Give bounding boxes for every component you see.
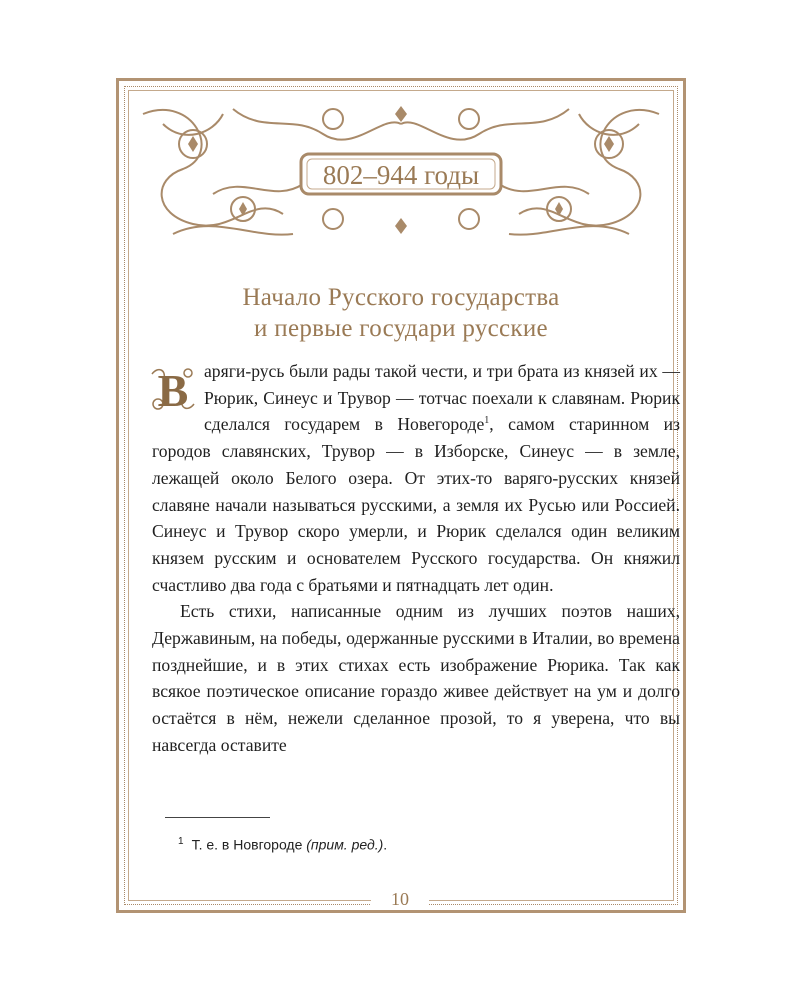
heading-line-2: и первые государи русские (254, 315, 548, 342)
dropcap-ornament-icon (148, 364, 198, 414)
year-range-title: 802–944 годы (322, 160, 480, 190)
dropcap-letter: В (157, 365, 189, 414)
paragraph-2: Есть стихи, написанные одним из лучших поэтов наших, Державиным, на победы, одержанные русскими в Италии, во времена позднейшие, и в этих стихах есть изображение Рюрика. Так как всякое поэтическое описание гораздо живее действует на ум и долго остаётся в нём, нежели сделанное прозой, то я уверена, что вы навсегда оставите (152, 601, 680, 755)
paragraph-1-text-b: , самом старинном из городов славянских, Трувор — в Изборске, Синеус — в земле, лежащей около Белого озера. От этих-то варяго-русских князей славяне начали называться русскими, а земля их Русью или Россией. Синеус и Трувор скоро умерли, и Рюрик сделался один великим князем русским и основателем Русского государства. Он княжил счастливо два года с братьями и пятнадцать лет один. (152, 414, 680, 595)
page-number: 10 (371, 888, 429, 910)
footnote-ref[interactable]: 1 (484, 415, 490, 427)
dropcap (148, 364, 198, 414)
ornamental-header (133, 94, 669, 244)
body-text (152, 358, 680, 759)
footnote-end: . (383, 836, 388, 853)
paragraph-1 (152, 358, 680, 598)
footnote-text: Т. е. в Новгороде (191, 836, 307, 853)
heading-line-1: Начало Русского государства (242, 284, 560, 311)
footnote-number: 1 (178, 836, 184, 847)
footnote-divider (165, 817, 270, 818)
footnote (178, 836, 387, 853)
footnote-note: (прим. ред.) (306, 836, 384, 853)
paragraph-1-text-a: аряги-русь были рады такой чести, и три брата из князей их — Рюрик, Синеус и Трувор — тотчас поехали к славянам. Рюрик сделался государем в Новегороде (204, 361, 680, 435)
chapter-heading (133, 282, 669, 344)
